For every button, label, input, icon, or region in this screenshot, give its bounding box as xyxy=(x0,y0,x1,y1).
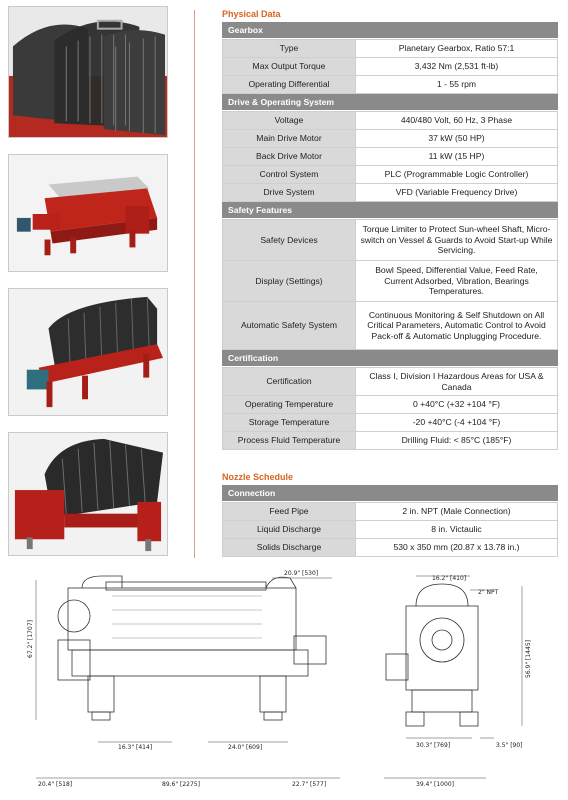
spec-value: 37 kW (50 HP) xyxy=(356,130,558,148)
spec-label: Feed Pipe xyxy=(223,503,356,521)
spec-value: Torque Limiter to Protect Sun-wheel Shaft, Micro-switch on Vessel & Guards to Avoid Start-up While Servicing. xyxy=(356,220,558,261)
spec-value: PLC (Programmable Logic Controller) xyxy=(356,166,558,184)
table-row xyxy=(223,503,558,521)
spec-label: Solids Discharge xyxy=(223,539,356,557)
table-row xyxy=(223,302,558,350)
spec-value: 11 kW (15 HP) xyxy=(356,148,558,166)
spec-value: Continuous Monitoring & Self Shutdown on All Critical Parameters, Automatic Control to Avoid Pack-off & Automatic Unplugging Procedure. xyxy=(356,302,558,350)
table-row xyxy=(223,220,558,261)
spec-value: 3,432 Nm (2,531 ft-lb) xyxy=(356,58,558,76)
spec-value: 530 x 350 mm (20.87 x 13.78 in.) xyxy=(356,539,558,557)
safety-table xyxy=(222,219,558,350)
table-row xyxy=(223,414,558,432)
table-row xyxy=(223,368,558,396)
connection-table xyxy=(222,502,558,557)
centrifuge-photo-open xyxy=(8,154,168,272)
front-base-left: 20.4" [518] xyxy=(38,781,73,788)
certification-table xyxy=(222,367,558,450)
connection-header: Connection xyxy=(222,485,558,502)
nozzle-schedule-section xyxy=(222,472,558,557)
spec-value: 0 +40°C (+32 +104 °F) xyxy=(356,396,558,414)
spec-label: Back Drive Motor xyxy=(223,148,356,166)
front-top-dimension: 20.9" [530] xyxy=(284,570,319,577)
front-height-dimension: 67.2" [1707] xyxy=(27,620,34,658)
spec-label: Operating Differential xyxy=(223,76,356,94)
table-row xyxy=(223,521,558,539)
side-dimension-a: 30.3" [769] xyxy=(416,742,451,749)
table-row xyxy=(223,40,558,58)
spec-value: 440/480 Volt, 60 Hz, 3 Phase xyxy=(356,112,558,130)
centrifuge-photo-guarded-side xyxy=(8,288,168,416)
certification-header: Certification xyxy=(222,350,558,367)
table-row xyxy=(223,261,558,302)
spec-label: Automatic Safety System xyxy=(223,302,356,350)
spec-value: 1 - 55 rpm xyxy=(356,76,558,94)
physical-data-title: Physical Data xyxy=(222,9,281,19)
table-row xyxy=(223,539,558,557)
spec-label: Drive System xyxy=(223,184,356,202)
table-row xyxy=(223,112,558,130)
spec-value: Bowl Speed, Differential Value, Feed Rate, Current Adsorbed, Vibration, Bearings Temperatures. xyxy=(356,261,558,302)
side-base-dimension: 39.4" [1000] xyxy=(416,781,454,788)
spec-label: Type xyxy=(223,40,356,58)
spec-label: Operating Temperature xyxy=(223,396,356,414)
side-dimension-b: 3.5" [90] xyxy=(496,742,523,749)
physical-data-section xyxy=(222,9,558,450)
spec-label: Safety Devices xyxy=(223,220,356,261)
gearbox-header: Gearbox xyxy=(222,22,558,39)
side-top-dimension: 16.2" [410] xyxy=(432,575,467,582)
spec-label: Storage Temperature xyxy=(223,414,356,432)
spec-label: Certification xyxy=(223,368,356,396)
spec-label: Max Output Torque xyxy=(223,58,356,76)
spec-label: Control System xyxy=(223,166,356,184)
side-npt-label: 2" NPT xyxy=(478,589,499,596)
spec-value: 8 in. Victaulic xyxy=(356,521,558,539)
spec-label: Process Fluid Temperature xyxy=(223,432,356,450)
nozzle-schedule-title: Nozzle Schedule xyxy=(222,472,294,482)
table-row xyxy=(223,130,558,148)
gearbox-table xyxy=(222,39,558,94)
table-row xyxy=(223,148,558,166)
table-row xyxy=(223,396,558,414)
column-divider xyxy=(194,10,195,558)
spec-label: Main Drive Motor xyxy=(223,130,356,148)
spec-value: VFD (Variable Frequency Drive) xyxy=(356,184,558,202)
front-dimension-b: 24.0" [609] xyxy=(228,744,263,751)
spec-label: Liquid Discharge xyxy=(223,521,356,539)
spec-value: 2 in. NPT (Male Connection) xyxy=(356,503,558,521)
spec-value: Class I, Division I Hazardous Areas for USA & Canada xyxy=(356,368,558,396)
drive-header: Drive & Operating System xyxy=(222,94,558,111)
table-row xyxy=(223,432,558,450)
front-base-middle: 89.6" [2275] xyxy=(162,781,200,788)
spec-value: Drilling Fluid: < 85°C (185°F) xyxy=(356,432,558,450)
side-view-drawing xyxy=(366,566,554,796)
side-height-dimension: 56.9" [1445] xyxy=(525,640,532,678)
table-row xyxy=(223,184,558,202)
drive-table xyxy=(222,111,558,202)
front-view-drawing xyxy=(22,566,348,796)
centrifuge-photo-guarded-front xyxy=(8,432,168,556)
table-row xyxy=(223,58,558,76)
spec-value: -20 +40°C (-4 +104 °F) xyxy=(356,414,558,432)
spec-label: Voltage xyxy=(223,112,356,130)
table-row xyxy=(223,76,558,94)
spec-value: Planetary Gearbox, Ratio 57:1 xyxy=(356,40,558,58)
front-dimension-a: 16.3" [414] xyxy=(118,744,153,751)
front-base-right: 22.7" [577] xyxy=(292,781,327,788)
safety-header: Safety Features xyxy=(222,202,558,219)
spec-label: Display (Settings) xyxy=(223,261,356,302)
table-row xyxy=(223,166,558,184)
centrifuge-photo-guard-closeup xyxy=(8,6,168,138)
